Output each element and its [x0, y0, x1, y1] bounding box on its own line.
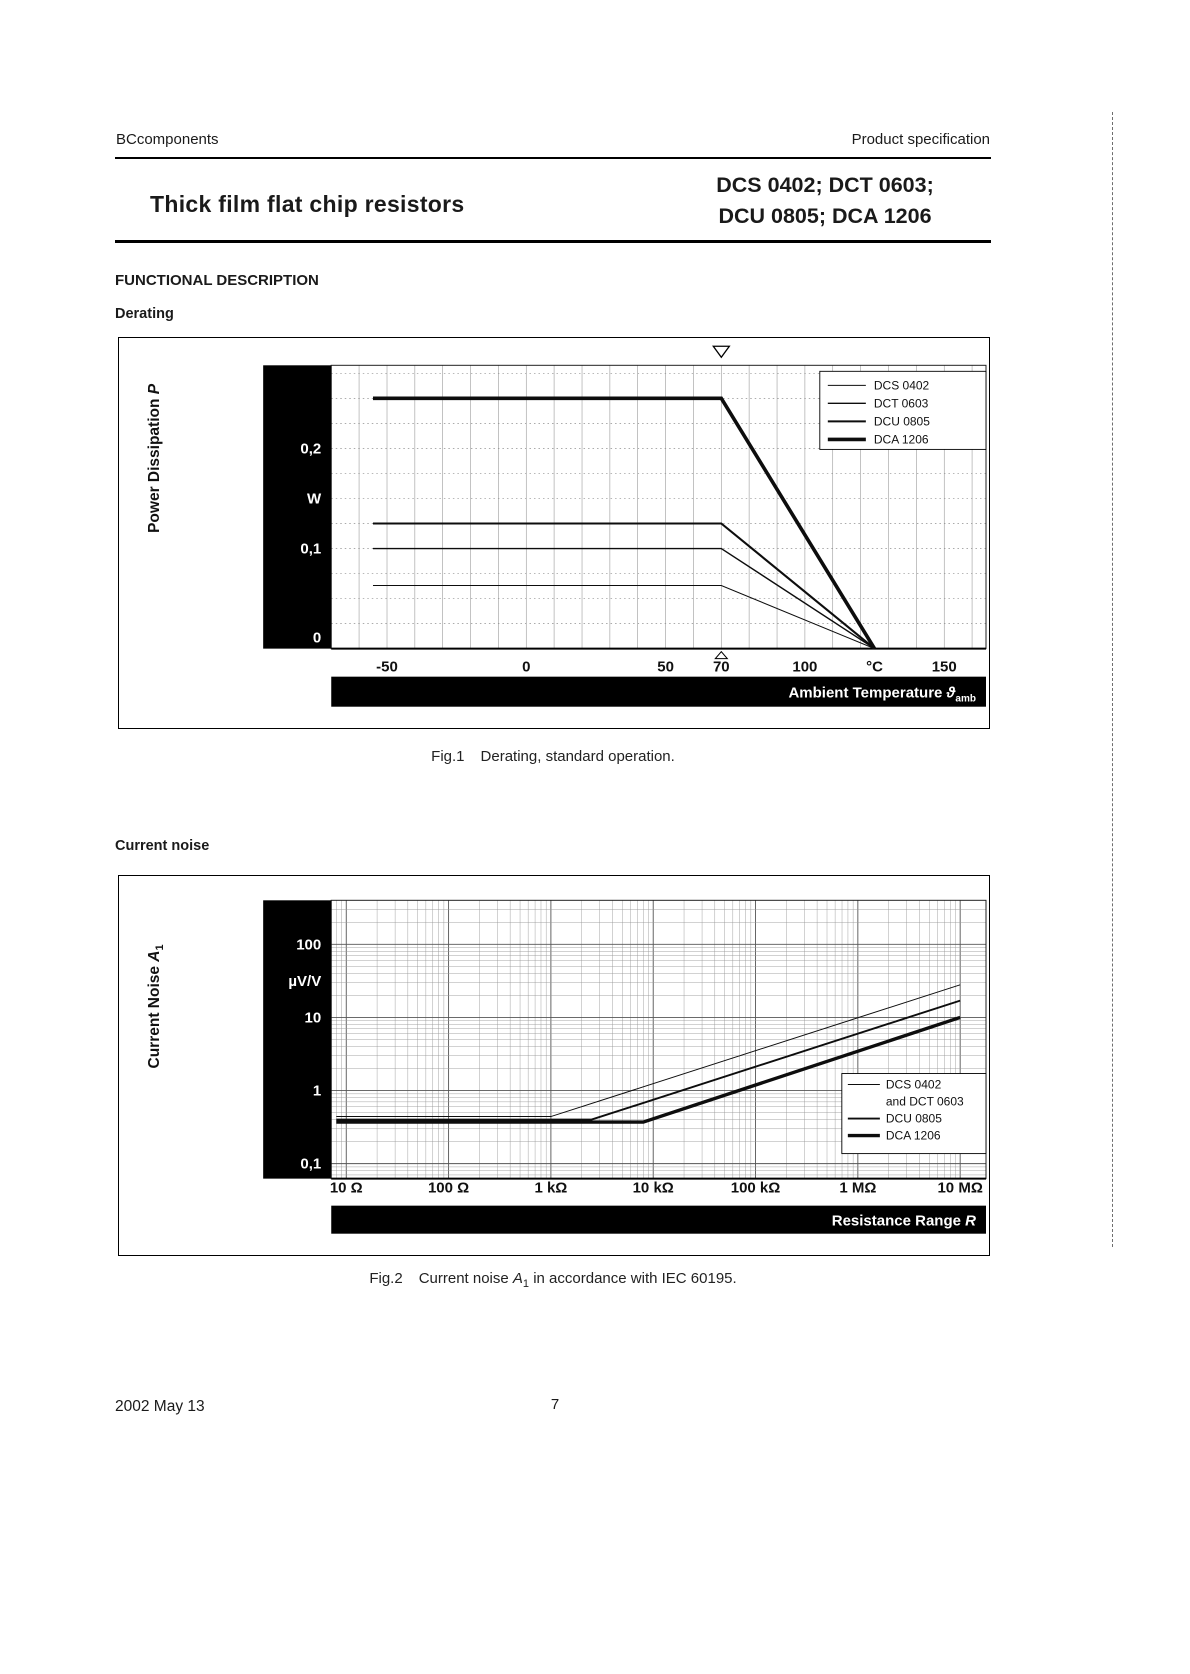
fig1-svg	[119, 338, 989, 728]
fig2-y-band-label: 0,1	[300, 1155, 322, 1173]
svg-text:1 MΩ: 1 MΩ	[839, 1179, 877, 1197]
fig2-caption-label: Fig.2	[369, 1270, 403, 1287]
fig2-legend-label: DCA 1206	[885, 1128, 941, 1143]
header-rule	[115, 157, 991, 159]
fig1-y-band-label: W	[307, 490, 322, 508]
fig1-caption-label: Fig.1	[431, 748, 465, 765]
svg-text:0: 0	[522, 658, 531, 676]
fig1-top-marker-triangle	[713, 346, 729, 357]
fig1-caption-text: Derating, standard operation.	[480, 748, 675, 765]
doc-title: Thick film flat chip resistors	[150, 191, 465, 217]
part-numbers	[660, 170, 990, 232]
fig2-caption	[115, 1270, 991, 1290]
fig2-x-ticks	[330, 1180, 983, 1197]
fig1-legend-label: DCT 0603	[873, 396, 929, 411]
fold-mark	[1112, 112, 1113, 1247]
footer-date: 2002 May 13	[115, 1398, 205, 1415]
title-rule	[115, 240, 991, 243]
svg-text:100: 100	[792, 658, 818, 676]
svg-text:50: 50	[657, 658, 674, 676]
fig2-y-axis-label: Current Noise $A_1$	[146, 944, 167, 1069]
fig1-series-dcu-0805	[373, 523, 875, 648]
footer-page-number: 7	[550, 1396, 560, 1413]
fig1-y-axis-label: Power Dissipation P	[146, 383, 164, 533]
svg-text:-50: -50	[376, 658, 398, 676]
part-numbers-line1: DCS 0402; DCT 0603;	[716, 173, 934, 197]
fig1-legend	[820, 371, 986, 449]
fig2-caption-post: in accordance with IEC 60195.	[529, 1270, 737, 1287]
svg-text:100 Ω: 100 Ω	[427, 1179, 470, 1197]
fig2-y-band-label: 100	[296, 936, 322, 954]
fig2-legend-label: and DCT 0603	[885, 1094, 964, 1109]
svg-text:70: 70	[712, 658, 730, 676]
svg-text:1 kΩ: 1 kΩ	[534, 1179, 568, 1197]
fig1-series	[373, 398, 875, 648]
fig2-current-noise-chart	[118, 875, 990, 1256]
part-numbers-line2: DCU 0805; DCA 1206	[718, 204, 932, 228]
brand-name: BCcomponents	[116, 131, 219, 148]
fig1-series-dcs-0402	[373, 586, 875, 649]
fig1-70c-marker-triangle	[715, 652, 727, 659]
fig2-y-band-label: 1	[312, 1082, 322, 1100]
svg-text:10 MΩ: 10 MΩ	[937, 1179, 983, 1197]
fig2-legend-label: DCU 0805	[885, 1111, 942, 1126]
svg-text:10 Ω: 10 Ω	[329, 1179, 363, 1197]
fig2-y-band-label: 10	[304, 1009, 322, 1027]
fig2-caption-pre: Current noise	[418, 1270, 513, 1287]
fig2-legend	[842, 1074, 986, 1154]
fig1-legend-label: DCU 0805	[873, 414, 930, 429]
fig1-series-dct-0603	[373, 549, 875, 649]
section-functional-description: FUNCTIONAL DESCRIPTION	[115, 272, 319, 289]
fig2-x-axis-bar-label: Resistance Range R	[831, 1212, 976, 1230]
fig1-x-axis-bar-label: Ambient Temperature $ϑ_{amb}$	[788, 684, 976, 705]
fig2-svg	[119, 876, 989, 1255]
fig2-caption-sub: 1	[522, 1278, 530, 1290]
fig1-legend-label: DCA 1206	[873, 432, 929, 447]
fig1-legend-label: DCS 0402	[873, 378, 930, 393]
subsection-current-noise: Current noise	[115, 838, 210, 854]
svg-text:10 kΩ: 10 kΩ	[632, 1179, 674, 1197]
fig1-y-band-label: 0,1	[300, 540, 322, 558]
subsection-derating: Derating	[115, 306, 174, 322]
svg-text:°C: °C	[866, 658, 883, 676]
fig2-legend-label: DCS 0402	[885, 1077, 942, 1092]
fig1-caption	[115, 748, 991, 765]
fig1-y-band-label: 0,2	[300, 440, 322, 458]
svg-text:100 kΩ: 100 kΩ	[730, 1179, 781, 1197]
svg-text:150: 150	[931, 658, 957, 676]
fig1-derating-chart	[118, 337, 990, 729]
fig2-caption-var: A	[512, 1270, 523, 1287]
fig1-y-band-label: 0	[312, 629, 322, 647]
fig1-x-ticks	[376, 659, 957, 676]
fig2-y-band-label: µV/V	[288, 972, 322, 990]
spec-label: Product specification	[851, 131, 990, 148]
